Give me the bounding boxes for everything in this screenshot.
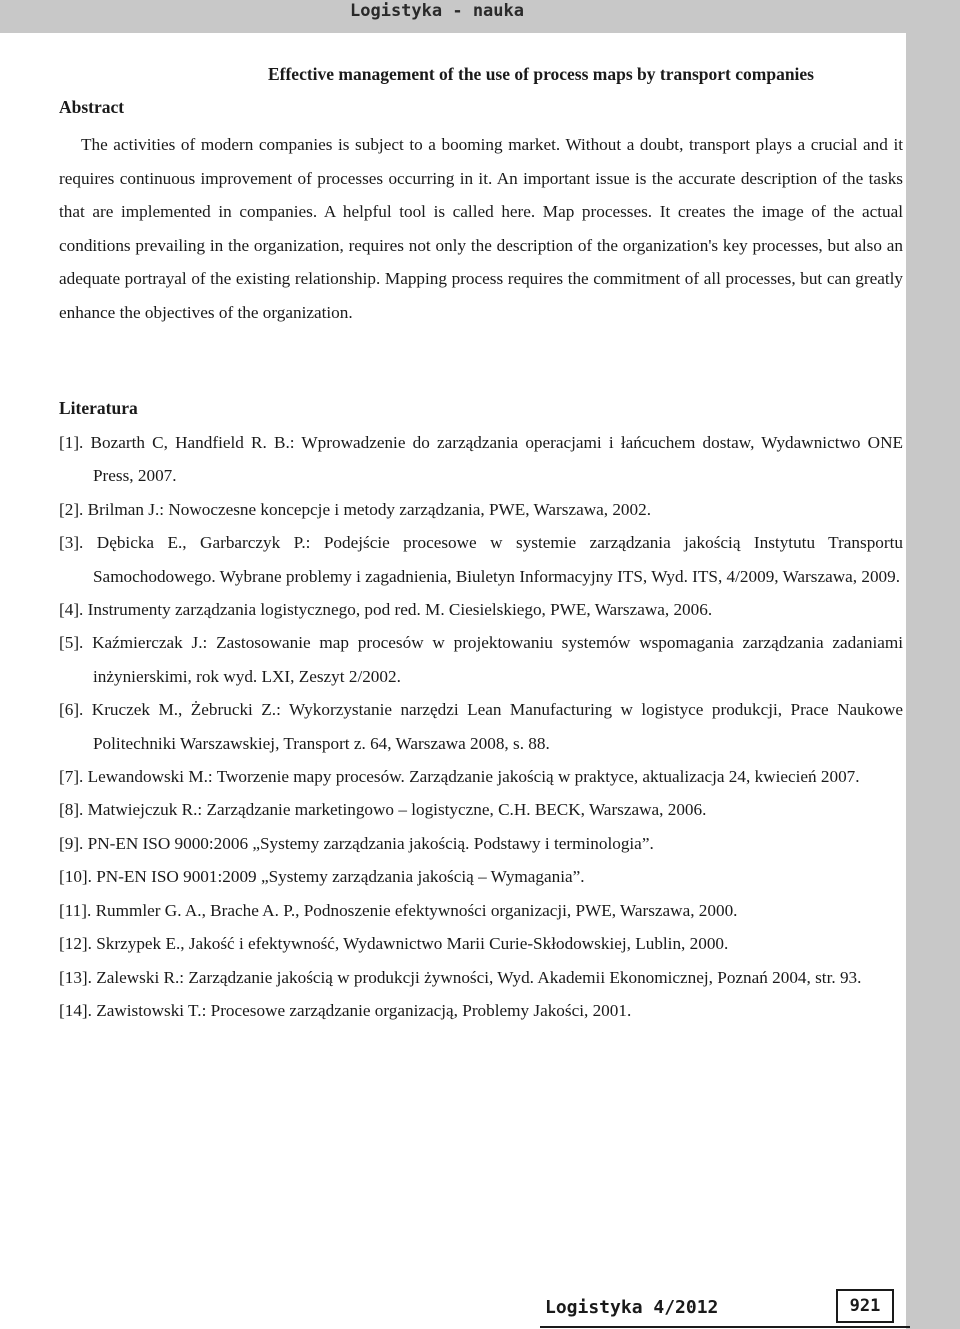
journal-header: Logistyka - nauka xyxy=(350,1,524,21)
reference-item: [9]. PN-EN ISO 9000:2006 „Systemy zarządzania jakością. Podstawy i terminologia”. xyxy=(59,833,654,853)
page-number: 921 xyxy=(836,1289,894,1323)
article-title: Effective management of the use of process maps by transport companies xyxy=(267,64,814,84)
literature-heading: Literatura xyxy=(59,398,138,418)
reference-item: [1]. Bozarth C, Handfield R. B.: Wprowadzenie do zarządzania operacjami i łańcuchem dostaw, Wydawnictwo ONE Press, 2007. xyxy=(59,433,903,486)
abstract-text: The activities of modern companies is subject to a booming market. Without a doubt, transport plays a crucial and it requires continuous improvement of processes occurring in it. An important issue is the accurate description of the tasks that are implemented in companies. A helpful tool is called here. Map processes. It creates the image of the actual conditions prevailing in the organization, requires not only the description of the organization's key processes, but also an adequate portrayal of the existing relationship. Mapping process requires the commitment of all processes, but can greatly enhance the objectives of the organization. xyxy=(59,135,903,322)
reference-item: [2]. Brilman J.: Nowoczesne koncepcje i metody zarządzania, PWE, Warszawa, 2002. xyxy=(59,499,652,519)
side-band xyxy=(906,33,960,1329)
reference-item: [12]. Skrzypek E., Jakość i efektywność, Wydawnictwo Marii Curie-Skłodowskiej, Lublin, 2000. xyxy=(59,934,729,954)
footer-journal-issue: Logistyka 4/2012 xyxy=(545,1297,719,1318)
reference-item: [14]. Zawistowski T.: Procesowe zarządzanie organizacją, Problemy Jakości, 2001. xyxy=(59,1000,632,1020)
reference-list xyxy=(59,426,903,1027)
reference-item: [5]. Kaźmierczak J.: Zastosowanie map procesów w projektowaniu systemów wspomagania zarządzania zadaniami inżynierskimi, rok wyd. LXI, Zeszyt 2/2002. xyxy=(59,633,903,686)
reference-item: [8]. Matwiejczuk R.: Zarządzanie marketingowo – logistyczne, C.H. BECK, Warszawa, 2006. xyxy=(59,800,707,820)
reference-item: [13]. Zalewski R.: Zarządzanie jakością w produkcji żywności, Wyd. Akademii Ekonomicznej, Poznań 2004, str. 93. xyxy=(59,967,862,987)
reference-item: [7]. Lewandowski M.: Tworzenie mapy procesów. Zarządzanie jakością w praktyce, aktualizacja 24, kwiecień 2007. xyxy=(59,767,860,787)
reference-item: [4]. Instrumenty zarządzania logistycznego, pod red. M. Ciesielskiego, PWE, Warszawa, 2006. xyxy=(59,600,713,620)
abstract-heading: Abstract xyxy=(59,97,125,117)
reference-item: [11]. Rummler G. A., Brache A. P., Podnoszenie efektywności organizacji, PWE, Warszawa, 2000. xyxy=(59,900,738,920)
reference-item: [10]. PN-EN ISO 9001:2009 „Systemy zarządzania jakością – Wymagania”. xyxy=(59,867,585,887)
reference-item: [3]. Dębicka E., Garbarczyk P.: Podejście procesowe w systemie zarządzania jakością Instytutu Transportu Samochodowego. Wybrane problemy i zagadnienia, Biuletyn Informacyjny ITS, Wyd. ITS, 4/2009, Warszawa, 2009. xyxy=(59,533,903,586)
footer-rule xyxy=(540,1326,910,1328)
reference-item: [6]. Kruczek M., Żebrucki Z.: Wykorzystanie narzędzi Lean Manufacturing w logistyce produkcji, Prace Naukowe Politechniki Warszawskiej, Transport z. 64, Warszawa 2008, s. 88. xyxy=(59,700,903,753)
